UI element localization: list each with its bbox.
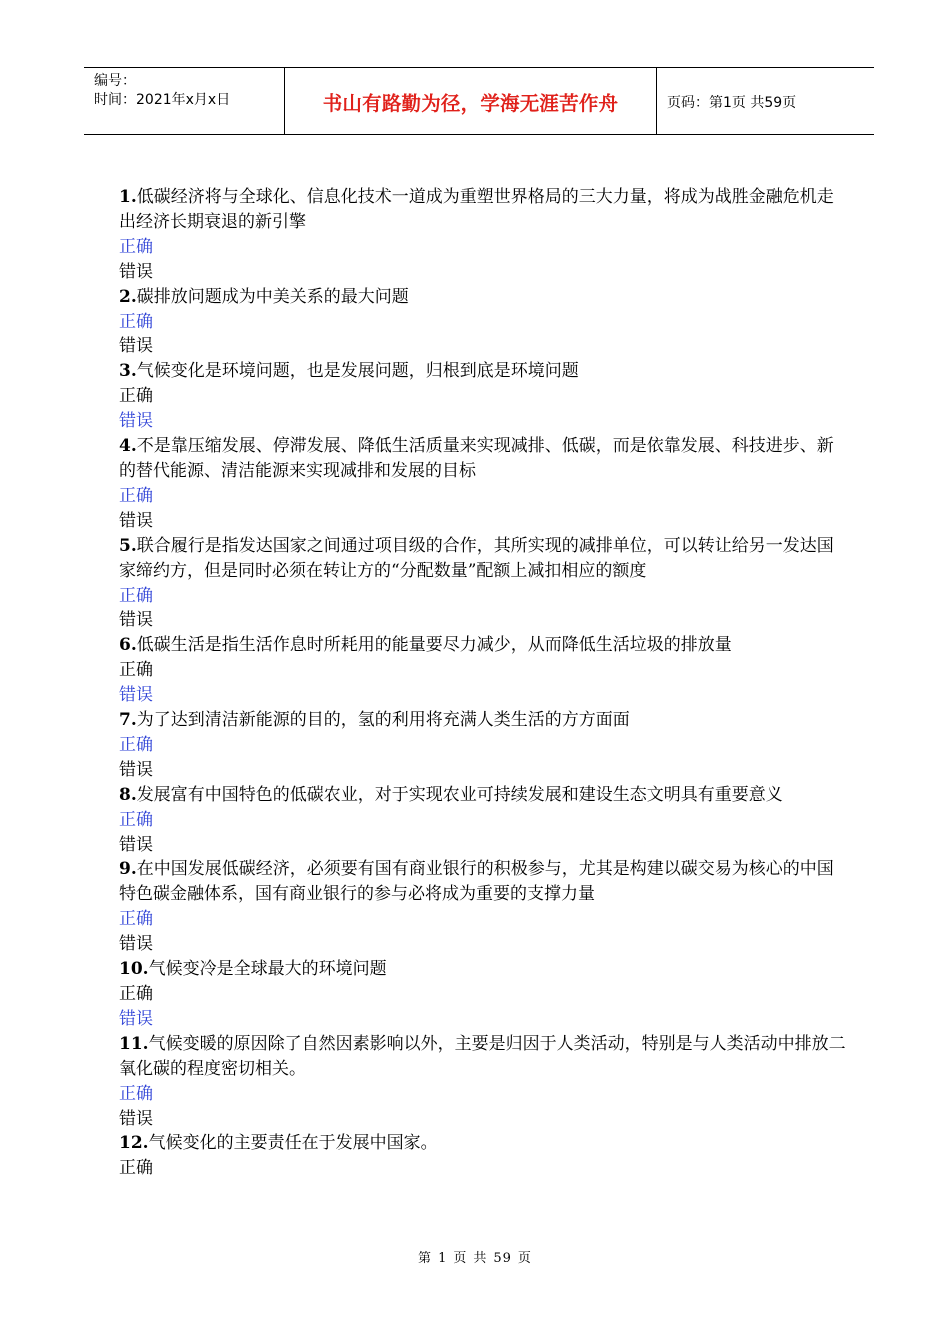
question-number: 12. — [119, 1133, 149, 1154]
header-meta — [84, 68, 284, 134]
footer-page-char: 页 — [453, 1251, 468, 1266]
question-item — [119, 534, 849, 634]
question-item — [119, 1032, 849, 1132]
option-wrong[interactable]: 错误 — [119, 1108, 153, 1129]
time-label: 时间：2021年x月x日 — [94, 92, 231, 108]
option-wrong[interactable]: 错误 — [119, 411, 153, 432]
question-text — [119, 957, 849, 982]
question-text — [119, 1032, 849, 1082]
question-item — [119, 957, 849, 1032]
footer-total-pages: 59 — [493, 1251, 512, 1266]
question-text — [119, 359, 849, 384]
option-correct[interactable]: 正确 — [119, 809, 153, 830]
question-text — [119, 434, 849, 484]
code-label: 编号： — [94, 73, 136, 89]
option-wrong[interactable]: 错误 — [119, 1008, 153, 1029]
question-item — [119, 633, 849, 708]
question-number: 6. — [119, 635, 137, 656]
question-number: 10. — [119, 959, 149, 980]
question-text — [119, 285, 849, 310]
question-body: 气候变暖的原因除了自然因素影响以外，主要是归因于人类活动，特别是与人类活动中排放二氧化碳的程度密切相关。 — [119, 1033, 846, 1079]
question-number: 2. — [119, 286, 137, 307]
question-item — [119, 708, 849, 783]
question-item — [119, 359, 849, 434]
question-item — [119, 783, 849, 858]
page-info: 页码：第1页 共59页 — [667, 95, 797, 111]
option-wrong[interactable]: 错误 — [119, 610, 153, 631]
motto: 书山有路勤为径，学海无涯苦作舟 — [322, 92, 619, 115]
option-wrong[interactable]: 错误 — [119, 685, 153, 706]
footer-total-suffix: 页 — [517, 1251, 532, 1266]
question-item — [119, 185, 849, 285]
option-wrong[interactable]: 错误 — [119, 510, 153, 531]
question-body: 气候变冷是全球最大的环境问题 — [148, 959, 387, 980]
question-body: 气候变化的主要责任在于发展中国家。 — [148, 1133, 438, 1154]
option-correct[interactable]: 正确 — [119, 734, 153, 755]
question-number: 7. — [119, 710, 137, 731]
question-item — [119, 857, 849, 957]
question-text — [119, 185, 849, 235]
question-item — [119, 1131, 849, 1181]
header-motto-cell — [284, 68, 657, 134]
option-wrong[interactable]: 错误 — [119, 934, 153, 955]
question-body: 为了达到清洁新能源的目的，氢的利用将充满人类生活的方方面面 — [136, 710, 630, 731]
question-number: 5. — [119, 535, 137, 556]
option-correct[interactable]: 正确 — [119, 984, 153, 1004]
option-correct[interactable]: 正确 — [119, 485, 153, 506]
question-body: 低碳经济将与全球化、信息化技术一道成为重塑世界格局的三大力量，将成为战胜金融危机走出经济长期衰退的新引擎 — [119, 187, 834, 232]
option-correct[interactable]: 正确 — [119, 1083, 153, 1104]
option-correct[interactable]: 正确 — [119, 660, 153, 681]
option-correct[interactable]: 正确 — [119, 1158, 153, 1179]
option-correct[interactable]: 正确 — [119, 585, 153, 606]
question-body: 在中国发展低碳经济，必须要有国有商业银行的积极参与，尤其是构建以碳交易为核心的中国特色碳金融体系，国有商业银行的参与必将成为重要的支撑力量 — [119, 859, 834, 905]
option-correct[interactable]: 正确 — [119, 236, 153, 257]
question-text — [119, 633, 849, 658]
question-body: 不是靠压缩发展、停滞发展、降低生活质量来实现减排、低碳，而是依靠发展、科技进步、新的替代能源、清洁能源来实现减排和发展的目标 — [119, 436, 834, 481]
footer-prefix: 第 — [418, 1251, 433, 1266]
footer-current-page: 1 — [438, 1251, 448, 1266]
option-wrong[interactable]: 错误 — [119, 759, 153, 780]
question-number: 4. — [119, 436, 137, 457]
question-body: 气候变化是环境问题，也是发展问题，归根到底是环境问题 — [136, 361, 579, 382]
question-item — [119, 434, 849, 534]
question-text — [119, 534, 849, 584]
footer-total-prefix: 共 — [473, 1251, 488, 1266]
option-correct[interactable]: 正确 — [119, 386, 153, 407]
page-header — [84, 67, 874, 135]
question-number: 3. — [119, 361, 137, 382]
question-body: 联合履行是指发达国家之间通过项目级的合作，其所实现的减排单位，可以转让给另一发达国家缔约方，但是同时必须在转让方的“分配数量”配额上减扣相应的额度 — [119, 535, 834, 581]
question-text — [119, 1131, 849, 1156]
option-wrong[interactable]: 错误 — [119, 261, 153, 282]
question-item — [119, 285, 849, 360]
question-number: 8. — [119, 784, 137, 805]
question-body: 碳排放问题成为中美关系的最大问题 — [136, 286, 409, 307]
question-body: 低碳生活是指生活作息时所耗用的能量要尽力减少，从而降低生活垃圾的排放量 — [136, 635, 732, 656]
question-text — [119, 708, 849, 733]
question-text — [119, 783, 849, 808]
page-footer — [0, 1247, 950, 1266]
question-text — [119, 857, 849, 907]
header-page-info-cell — [657, 68, 874, 134]
option-wrong[interactable]: 错误 — [119, 336, 153, 357]
question-number: 9. — [119, 859, 137, 880]
question-list — [119, 185, 849, 1181]
question-number: 11. — [119, 1033, 149, 1054]
option-correct[interactable]: 正确 — [119, 909, 153, 930]
option-wrong[interactable]: 错误 — [119, 834, 153, 855]
option-correct[interactable]: 正确 — [119, 311, 153, 332]
question-body: 发展富有中国特色的低碳农业，对于实现农业可持续发展和建设生态文明具有重要意义 — [136, 784, 783, 805]
question-number: 1. — [119, 187, 137, 207]
